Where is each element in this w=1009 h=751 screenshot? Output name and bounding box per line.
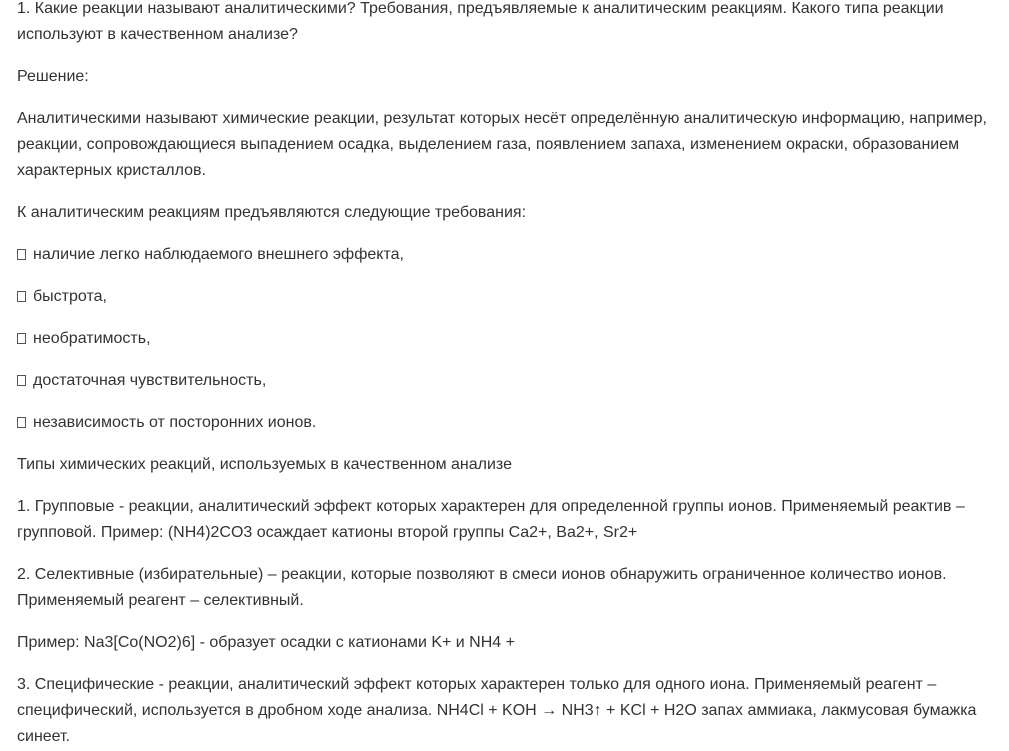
type-selective-example: Пример: Na3[Co(NO2)6] - образует осадки с катионами K+ и NH4 + (17, 634, 515, 651)
requirement-item (17, 284, 991, 310)
types-heading: Типы химических реакций, используемых в качественном анализе (17, 456, 512, 473)
requirement-item (17, 326, 991, 352)
requirement-text: быстрота, (33, 288, 107, 305)
type-specific-paragraph: 3. Специфические - реакции, аналитический эффект которых характерен только для одного иона. Применяемый реагент – специфический, используется в дробном ходе анализа. NH4Cl + KOH → NH3↑ + KCl + H2O запах аммиака, лакмусовая бумажка синеет. (17, 676, 977, 745)
question-text: 1. Какие реакции называют аналитическими? Требования, предъявляемые к аналитическим реакциям. Какого типа реакции используют в качественном анализе? (17, 0, 944, 43)
type-group-paragraph: 1. Групповые - реакции, аналитический эффект которых характерен для определенной группы ионов. Применяемый реактив – групповой. Пример: (NH4)2CO3 осаждает катионы второй группы Ca2+, Ba2+, Sr2+ (17, 498, 965, 541)
bullet-box-icon (17, 249, 26, 260)
definition-paragraph: Аналитическими называют химические реакции, результат которых несёт определённую аналитическую информацию, например, реакции, сопровождающиеся выпадением осадка, выделением газа, появлением запаха, изменением окраски, образованием характерных кристаллов. (17, 110, 987, 179)
bullet-box-icon (17, 333, 26, 344)
requirement-text: достаточная чувствительность, (33, 372, 267, 389)
bullet-box-icon (17, 417, 26, 428)
requirement-text: необратимость, (33, 330, 151, 347)
bullet-box-icon (17, 375, 26, 386)
requirement-text: независимость от посторонних ионов. (33, 414, 317, 431)
type-selective-paragraph: 2. Селективные (избирательные) – реакции, которые позволяют в смеси ионов обнаружить ограниченное количество ионов. Применяемый реагент – селективный. (17, 566, 947, 609)
requirement-item (17, 410, 991, 436)
bullet-box-icon (17, 291, 26, 302)
requirement-item (17, 368, 991, 394)
requirements-intro: К аналитическим реакциям предъявляются следующие требования: (17, 204, 527, 221)
requirement-text: наличие легко наблюдаемого внешнего эффекта, (33, 246, 404, 263)
requirement-item (17, 242, 991, 268)
solution-label: Решение: (17, 68, 89, 85)
